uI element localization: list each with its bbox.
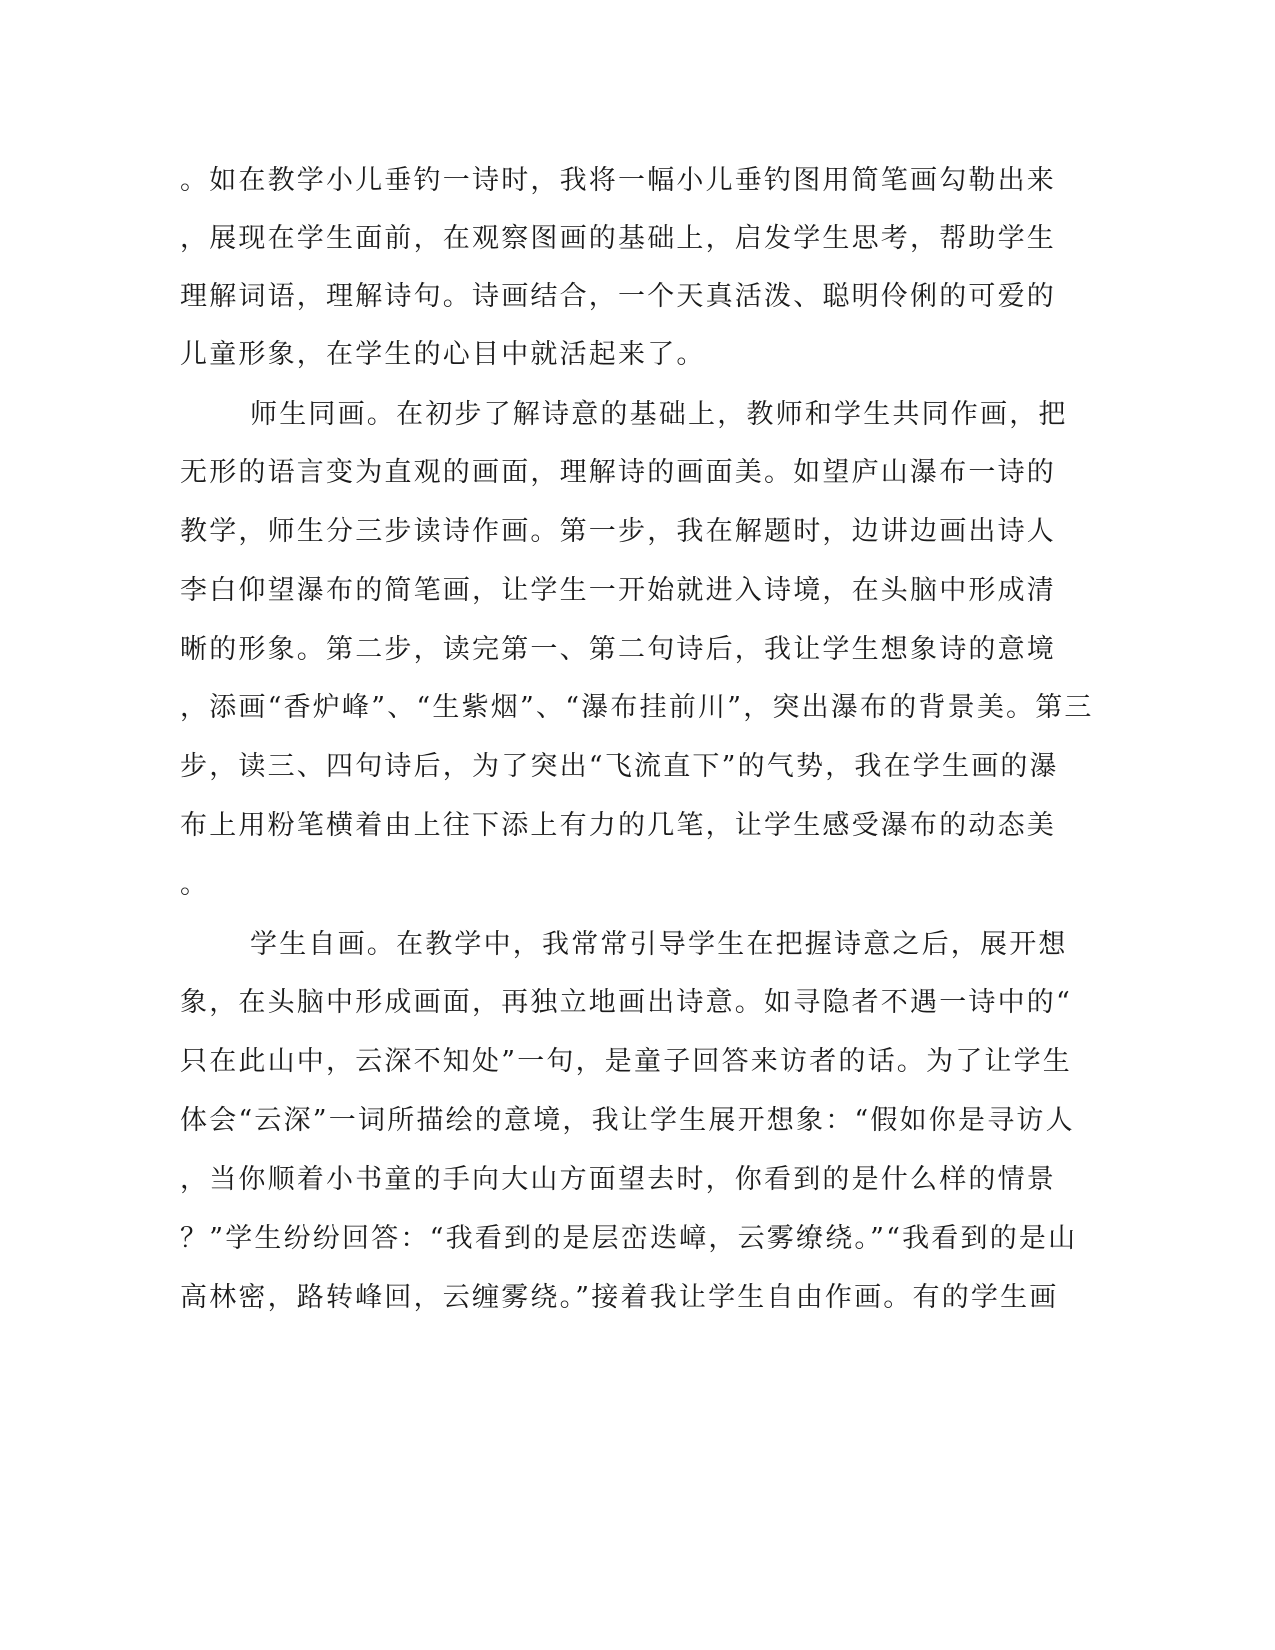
- text-line: ，添画“香炉峰”、“生紫烟”、“瀑布挂前川”，突出瀑布的背景美。第三: [180, 692, 1094, 723]
- text-line: ，当你顺着小书童的手向大山方面望去时，你看到的是什么样的情景: [180, 1164, 1056, 1195]
- text-line: 步，读三、四句诗后，为了突出“飞流直下”的气势，我在学生画的瀑: [180, 751, 1059, 782]
- text-line: 体会“云深”一词所描绘的意境，我让学生展开想象：“假如你是寻访人: [180, 1105, 1075, 1136]
- text-line: 李白仰望瀑布的简笔画，让学生一开始就进入诗境，在头脑中形成清: [180, 575, 1056, 606]
- text-line: 象，在头脑中形成画面，再独立地画出诗意。如寻隐者不遇一诗中的“: [180, 987, 1073, 1018]
- text-line: 只在此山中，云深不知处”一句，是童子回答来访者的话。为了让学生: [180, 1046, 1073, 1077]
- paragraph-first-line: 学生自画。在教学中，我常常引导学生在把握诗意之后，展开想: [250, 929, 1068, 960]
- text-line: 教学，师生分三步读诗作画。第一步，我在解题时，边讲边画出诗人: [180, 516, 1056, 547]
- text-line: 理解词语，理解诗句。诗画结合，一个天真活泼、聪明伶俐的可爱的: [180, 281, 1056, 312]
- text-line: 高林密，路转峰回，云缠雾绕。”接着我让学生自由作画。有的学生画: [180, 1282, 1059, 1313]
- text-line: 。如在教学小儿垂钓一诗时，我将一幅小儿垂钓图用简笔画勾勒出来: [180, 165, 1056, 196]
- text-line: 儿童形象，在学生的心目中就活起来了。: [180, 339, 706, 370]
- text-line: 无形的语言变为直观的画面，理解诗的画面美。如望庐山瀑布一诗的: [180, 457, 1056, 488]
- text-line: ？”学生纷纷回答：“我看到的是层峦迭嶂，云雾缭绕。”“我看到的是山: [180, 1223, 1078, 1254]
- paragraph-first-line: 师生同画。在初步了解诗意的基础上，教师和学生共同作画，把: [250, 399, 1068, 430]
- text-line: 晰的形象。第二步，读完第一、第二句诗后，我让学生想象诗的意境: [180, 634, 1056, 665]
- text-line: 布上用粉笔横着由上往下添上有力的几笔，让学生感受瀑布的动态美: [180, 810, 1056, 841]
- text-line: ，展现在学生面前，在观察图画的基础上，启发学生思考，帮助学生: [180, 223, 1056, 254]
- text-line: 。: [180, 869, 210, 900]
